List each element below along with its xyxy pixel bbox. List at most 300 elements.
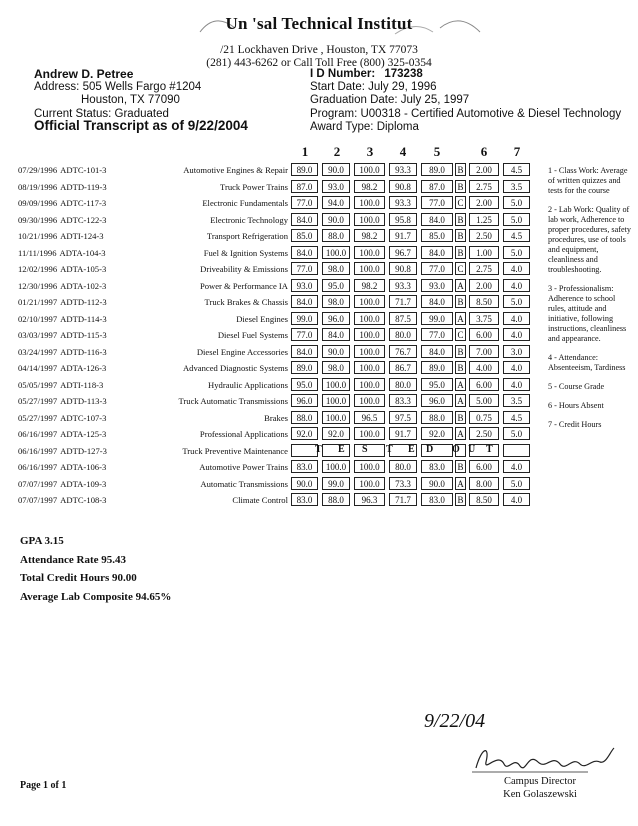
course-date-code xyxy=(18,413,106,423)
page-number: Page 1 of 1 xyxy=(20,780,67,791)
course-date-code xyxy=(18,314,107,324)
course-title: Truck Automatic Transmissions xyxy=(178,396,288,406)
graduation-date: Graduation Date: July 25, 1997 xyxy=(310,94,470,107)
id-number-line xyxy=(310,68,638,81)
course-title: Electronic Technology xyxy=(210,214,288,225)
lab-work-cell: 98.0 xyxy=(322,361,350,374)
course-code: ADTC-117-3 xyxy=(60,198,107,208)
class-work-cell: 99.0 xyxy=(291,312,318,325)
course-date-code xyxy=(18,479,106,489)
course-grade-cell: 95.0 xyxy=(421,378,453,391)
class-work-cell: 83.0 xyxy=(291,493,318,506)
course-row xyxy=(0,180,638,197)
letter-grade-cell: C xyxy=(455,262,466,275)
course-date-code xyxy=(18,248,106,258)
column-header-5: 5 xyxy=(433,144,441,159)
letter-grade-cell: B xyxy=(455,460,466,473)
tested-out-letter: S xyxy=(362,443,369,455)
tested-out-letter: E xyxy=(408,443,416,455)
course-grade-cell: 84.0 xyxy=(421,213,453,226)
attendance-cell: 93.3 xyxy=(389,163,417,176)
course-row xyxy=(0,361,638,378)
lab-work-cell: 96.0 xyxy=(322,312,350,325)
signature-title: Campus Director xyxy=(503,776,577,787)
letter-grade-cell: A xyxy=(455,378,466,391)
credit-hours-cell: 4.0 xyxy=(503,312,530,325)
lab-work-cell: 88.0 xyxy=(322,493,350,506)
total-credit-hours: Total Credit Hours 90.00 xyxy=(20,572,137,584)
tested-out-letter: T xyxy=(386,443,394,455)
course-title: Driveability & Emissions xyxy=(200,264,288,274)
lab-work-cell: 100.0 xyxy=(322,378,350,391)
lab-work-cell: 99.0 xyxy=(322,477,350,490)
course-code: ADTI-124-3 xyxy=(60,231,104,241)
letter-grade-cell: B xyxy=(455,361,466,374)
course-code: ADTA-102-3 xyxy=(60,280,107,291)
tested-out-letter: D xyxy=(426,443,434,455)
school-name: Un 'sal Technical Institut xyxy=(225,14,413,33)
course-date: 05/05/1997 xyxy=(18,379,58,390)
course-date-code xyxy=(18,347,107,357)
credit-hours-cell: 3.5 xyxy=(503,394,530,407)
course-date-code xyxy=(18,380,103,390)
course-row xyxy=(0,493,638,510)
lab-work-cell: 93.0 xyxy=(322,180,350,193)
hours-absent-cell: 2.75 xyxy=(469,180,499,193)
course-code: ADTC-101-3 xyxy=(60,165,107,175)
course-code: ADTI-118-3 xyxy=(60,379,104,390)
lab-work-cell: 94.0 xyxy=(322,196,350,209)
hours-absent-cell: 6.00 xyxy=(469,378,499,391)
class-work-cell: 85.0 xyxy=(291,229,318,242)
course-code: ADTD-127-3 xyxy=(60,445,107,456)
course-date-code xyxy=(18,182,107,192)
credit-hours-cell: 5.0 xyxy=(503,295,530,308)
lab-work-cell: 90.0 xyxy=(322,163,350,176)
course-title: Fuel & Ignition Systems xyxy=(203,247,288,258)
lab-work-cell: 100.0 xyxy=(322,394,350,407)
course-title: Automotive Engines & Repair xyxy=(183,165,288,175)
attendance-cell: 91.7 xyxy=(389,427,417,440)
column-header-1: 1 xyxy=(301,144,309,159)
professionalism-cell: 100.0 xyxy=(354,378,385,391)
course-title: Transport Refrigeration xyxy=(206,231,288,241)
course-title: Electronic Fundamentals xyxy=(202,198,288,208)
attendance-cell: 71.7 xyxy=(389,295,417,308)
course-date: 03/24/1997 xyxy=(18,346,58,357)
professionalism-cell: 100.0 xyxy=(354,213,385,226)
letter-grade-cell: B xyxy=(455,295,466,308)
column-header-2: 2 xyxy=(333,144,341,159)
course-grade-cell: 99.0 xyxy=(421,312,453,325)
class-work-cell: 92.0 xyxy=(291,427,318,440)
course-code: ADTA-106-3 xyxy=(60,462,107,472)
course-date: 07/29/1996 xyxy=(18,165,58,175)
attendance-rate: Attendance Rate 95.43 xyxy=(20,553,127,566)
course-grade-cell: 96.0 xyxy=(421,394,453,407)
professionalism-cell: 100.0 xyxy=(354,361,385,374)
course-code: ADTC-108-3 xyxy=(60,495,107,505)
course-date: 05/27/1997 xyxy=(18,396,58,406)
lab-work-cell: 95.0 xyxy=(322,279,350,292)
student-name: Andrew D. Petree xyxy=(34,67,134,81)
course-code: ADTA-125-3 xyxy=(60,429,107,439)
lab-work-cell: 84.0 xyxy=(322,328,350,341)
column-legend xyxy=(548,166,632,439)
lab-work-cell: 98.0 xyxy=(322,262,350,275)
class-work-cell: 77.0 xyxy=(291,262,318,275)
course-code: ADTA-109-3 xyxy=(60,478,107,489)
column-header-4: 4 xyxy=(399,144,407,159)
program-name: Program: U00318 - Certified Automotive & Diesel Technology xyxy=(310,107,622,120)
letter-grade-cell: C xyxy=(455,196,466,209)
course-code: ADTD-114-3 xyxy=(60,313,107,324)
professionalism-cell: 96.5 xyxy=(354,411,385,424)
hours-absent-cell: 2.50 xyxy=(469,427,499,440)
professionalism-cell: 100.0 xyxy=(354,345,385,358)
gpa: GPA 3.15 xyxy=(20,535,64,547)
professionalism-cell: 100.0 xyxy=(354,262,385,275)
lab-work-cell: 92.0 xyxy=(322,427,350,440)
class-work-cell: 87.0 xyxy=(291,180,318,193)
transcript-title: Official Transcript as of 9/22/2004 xyxy=(34,118,248,133)
course-date-code xyxy=(18,429,106,439)
class-work-cell: 96.0 xyxy=(291,394,318,407)
course-date-code xyxy=(18,363,106,373)
course-date-code xyxy=(18,165,106,175)
credit-hours-cell: 5.0 xyxy=(503,477,530,490)
class-work-cell: 84.0 xyxy=(291,246,318,259)
course-date: 02/10/1997 xyxy=(18,313,58,324)
average-lab-composite: Average Lab Composite 94.65% xyxy=(20,590,172,603)
course-grade-cell: 90.0 xyxy=(421,477,453,490)
credit-hours-cell: 4.0 xyxy=(503,378,530,391)
course-date: 03/03/1997 xyxy=(18,330,58,340)
course-date: 11/11/1996 xyxy=(18,247,57,258)
class-work-cell: 89.0 xyxy=(291,361,318,374)
letter-grade-cell: A xyxy=(455,477,466,490)
professionalism-cell: 98.2 xyxy=(354,229,385,242)
attendance-cell: 90.8 xyxy=(389,180,417,193)
course-row xyxy=(0,163,638,180)
course-code: ADTC-122-3 xyxy=(60,214,107,225)
letter-grade-cell: A xyxy=(455,394,466,407)
course-title: Hydraulic Applications xyxy=(208,379,288,390)
course-grade-cell: 84.0 xyxy=(421,345,453,358)
course-grade-cell: 77.0 xyxy=(421,196,453,209)
course-title: Professional Applications xyxy=(199,429,288,439)
professionalism-cell: 100.0 xyxy=(354,196,385,209)
course-code: ADTC-107-3 xyxy=(60,412,107,423)
professionalism-cell: 100.0 xyxy=(354,328,385,341)
student-status: Current Status: Graduated xyxy=(34,107,169,120)
credit-hours-cell: 4.0 xyxy=(503,460,530,473)
course-date-code xyxy=(18,198,106,208)
signature-name: Ken Golaszewski xyxy=(503,789,577,800)
course-row xyxy=(0,345,638,362)
professionalism-cell: 100.0 xyxy=(354,477,385,490)
course-date-code xyxy=(18,396,107,406)
class-work-cell: 77.0 xyxy=(291,328,318,341)
course-row xyxy=(0,213,638,230)
school-address: /21 Lockhaven Drive , Houston, TX 77073 xyxy=(220,44,418,56)
legend-item: 1 - Class Work: Average of written quizzes and tests for the course xyxy=(548,166,628,195)
course-date: 12/02/1996 xyxy=(18,264,58,274)
course-row xyxy=(0,196,638,213)
course-row xyxy=(0,444,638,461)
tested-out-letter: T xyxy=(486,443,494,455)
legend-item: 6 - Hours Absent xyxy=(548,401,604,410)
course-code: ADTA-105-3 xyxy=(60,264,107,274)
course-title: Truck Preventive Maintenance xyxy=(182,445,288,456)
letter-grade-cell: B xyxy=(455,345,466,358)
hours-absent-cell: 1.00 xyxy=(469,246,499,259)
course-date-code xyxy=(18,215,106,225)
attendance-cell: 97.5 xyxy=(389,411,417,424)
course-date-code xyxy=(18,231,104,241)
course-code: ADTD-112-3 xyxy=(60,297,107,307)
course-grade-cell: 85.0 xyxy=(421,229,453,242)
lab-work-cell: 100.0 xyxy=(322,411,350,424)
column-header-3: 3 xyxy=(366,144,374,159)
lab-work-cell: 100.0 xyxy=(322,460,350,473)
hours-absent-cell: 2.50 xyxy=(469,229,499,242)
legend-item: 7 - Credit Hours xyxy=(548,420,602,429)
attendance-cell: 93.3 xyxy=(389,196,417,209)
empty-cell xyxy=(291,444,318,457)
professionalism-cell: 100.0 xyxy=(354,312,385,325)
legend-item: 2 - Lab Work: Quality of lab work, Adherence to proper procedures, safety procedures, use of tools and equipment, cleanliness and troubleshooting. xyxy=(548,205,631,274)
credit-hours-cell: 5.0 xyxy=(503,196,530,209)
course-title: Automotive Power Trains xyxy=(199,462,288,472)
course-date-code xyxy=(18,264,106,274)
course-date: 09/30/1996 xyxy=(18,214,58,225)
course-row xyxy=(0,328,638,345)
course-title: Brakes xyxy=(264,412,288,423)
professionalism-cell: 100.0 xyxy=(354,295,385,308)
lab-work-cell: 90.0 xyxy=(322,345,350,358)
course-title: Truck Brakes & Chassis xyxy=(204,297,288,307)
course-title: Power & Performance IA xyxy=(199,280,288,291)
professionalism-cell: 100.0 xyxy=(354,427,385,440)
letter-grade-cell: A xyxy=(455,279,466,292)
lab-work-cell: 90.0 xyxy=(322,213,350,226)
course-date: 05/27/1997 xyxy=(18,412,58,423)
course-title: Truck Power Trains xyxy=(220,181,288,192)
professionalism-cell: 100.0 xyxy=(354,246,385,259)
attendance-cell: 96.7 xyxy=(389,246,417,259)
handwritten-date: 9/22/04 xyxy=(424,710,486,732)
legend-item: 4 - Attendance: Absenteeism, Tardiness xyxy=(548,353,626,372)
course-row xyxy=(0,411,638,428)
credit-hours-cell: 4.5 xyxy=(503,411,530,424)
start-date: Start Date: July 29, 1996 xyxy=(310,81,437,94)
hours-absent-cell: 2.75 xyxy=(469,262,499,275)
legend-item: 3 - Professionalism: Adherence to school rules, attitude and initiative, following instructions, cleanliness and appearance. xyxy=(548,284,627,343)
letter-grade-cell: B xyxy=(455,213,466,226)
signature xyxy=(468,742,618,778)
legend-item: 5 - Course Grade xyxy=(548,382,605,391)
credit-hours-cell: 4.0 xyxy=(503,361,530,374)
hours-absent-cell: 8.50 xyxy=(469,493,499,506)
course-row xyxy=(0,262,638,279)
course-grade-cell: 84.0 xyxy=(421,246,453,259)
course-date-code xyxy=(18,462,106,472)
course-code: ADTD-113-3 xyxy=(60,396,107,406)
course-row xyxy=(0,394,638,411)
lab-work-cell: 100.0 xyxy=(322,246,350,259)
program-info xyxy=(310,68,638,134)
hours-absent-cell: 2.00 xyxy=(469,196,499,209)
course-code: ADTD-115-3 xyxy=(60,330,107,340)
course-date-code xyxy=(18,330,107,340)
course-row xyxy=(0,312,638,329)
hours-absent-cell: 2.00 xyxy=(469,279,499,292)
course-grade-cell: 87.0 xyxy=(421,180,453,193)
course-title: Climate Control xyxy=(232,495,288,505)
class-work-cell: 93.0 xyxy=(291,279,318,292)
letter-grade-cell: B xyxy=(455,180,466,193)
attendance-cell: 86.7 xyxy=(389,361,417,374)
id-number-value: 173238 xyxy=(384,68,423,80)
credit-hours-cell: 5.0 xyxy=(503,427,530,440)
credit-hours-cell: 4.0 xyxy=(503,328,530,341)
class-work-cell: 89.0 xyxy=(291,163,318,176)
class-work-cell: 84.0 xyxy=(291,213,318,226)
column-header-7: 7 xyxy=(513,144,521,159)
class-work-cell: 84.0 xyxy=(291,345,318,358)
course-date-code xyxy=(18,446,107,456)
professionalism-cell: 96.3 xyxy=(354,493,385,506)
credit-hours-cell: 4.0 xyxy=(503,493,530,506)
letter-grade-cell: B xyxy=(455,246,466,259)
letter-grade-cell: A xyxy=(455,427,466,440)
hours-absent-cell: 4.00 xyxy=(469,361,499,374)
course-date: 08/19/1996 xyxy=(18,181,58,192)
course-row xyxy=(0,246,638,263)
hours-absent-cell: 5.00 xyxy=(469,394,499,407)
transcript-summary xyxy=(20,532,171,606)
empty-cell xyxy=(322,444,350,457)
course-date: 09/09/1996 xyxy=(18,198,58,208)
tested-out-letter: E xyxy=(338,443,346,455)
course-code: ADTD-116-3 xyxy=(60,346,107,357)
attendance-cell: 95.8 xyxy=(389,213,417,226)
professionalism-cell: 100.0 xyxy=(354,394,385,407)
attendance-cell: 91.7 xyxy=(389,229,417,242)
course-row xyxy=(0,477,638,494)
course-code: ADTA-126-3 xyxy=(60,363,107,373)
hours-absent-cell: 7.00 xyxy=(469,345,499,358)
school-phone: (281) 443-6262 or Call Toll Free (800) 325-0354 xyxy=(206,57,432,69)
course-date: 06/16/1997 xyxy=(18,462,58,472)
course-title: Diesel Engines xyxy=(236,313,288,324)
hours-absent-cell: 3.75 xyxy=(469,312,499,325)
tested-out-letter: U xyxy=(468,443,476,455)
credit-hours-cell: 3.0 xyxy=(503,345,530,358)
course-code: ADTD-119-3 xyxy=(60,181,107,192)
credit-hours-cell: 4.0 xyxy=(503,279,530,292)
course-grade-cell: 92.0 xyxy=(421,427,453,440)
attendance-cell: 76.7 xyxy=(389,345,417,358)
course-row xyxy=(0,378,638,395)
course-code: ADTA-104-3 xyxy=(59,247,106,258)
course-title: Automatic Transmissions xyxy=(200,478,288,489)
course-title: Diesel Fuel Systems xyxy=(217,330,288,340)
course-date: 06/16/1997 xyxy=(18,445,58,456)
attendance-cell: 93.3 xyxy=(389,279,417,292)
course-date: 01/21/1997 xyxy=(18,297,58,307)
tested-out-letter: O xyxy=(452,443,461,455)
award-type: Award Type: Diploma xyxy=(310,120,419,133)
course-grade-cell: 77.0 xyxy=(421,328,453,341)
class-work-cell: 95.0 xyxy=(291,378,318,391)
professionalism-cell: 100.0 xyxy=(354,460,385,473)
empty-cell xyxy=(354,444,385,457)
course-row xyxy=(0,295,638,312)
credit-hours-cell: 5.0 xyxy=(503,213,530,226)
course-date-code xyxy=(18,297,107,307)
class-work-cell: 83.0 xyxy=(291,460,318,473)
professionalism-cell: 98.2 xyxy=(354,180,385,193)
letter-grade-cell: B xyxy=(455,411,466,424)
letter-grade-cell: B xyxy=(455,493,466,506)
course-grade-cell: 88.0 xyxy=(421,411,453,424)
empty-cell xyxy=(503,444,530,457)
course-date-code xyxy=(18,495,106,505)
attendance-cell: 80.0 xyxy=(389,460,417,473)
hours-absent-cell: 8.00 xyxy=(469,477,499,490)
letter-grade-cell: A xyxy=(455,312,466,325)
class-work-cell: 77.0 xyxy=(291,196,318,209)
hours-absent-cell: 2.00 xyxy=(469,163,499,176)
letter-grade-cell: C xyxy=(455,328,466,341)
attendance-cell: 90.8 xyxy=(389,262,417,275)
tested-out-letter: T xyxy=(315,443,323,455)
letter-grade-cell: B xyxy=(455,163,466,176)
course-grade-cell: 83.0 xyxy=(421,460,453,473)
column-header-6: 6 xyxy=(480,144,488,159)
lab-work-cell: 88.0 xyxy=(322,229,350,242)
hours-absent-cell: 8.50 xyxy=(469,295,499,308)
hours-absent-cell: 6.00 xyxy=(469,460,499,473)
attendance-cell: 80.0 xyxy=(389,378,417,391)
course-date: 06/16/1997 xyxy=(18,429,58,439)
course-row xyxy=(0,279,638,296)
credit-hours-cell: 3.5 xyxy=(503,180,530,193)
course-date: 07/07/1997 xyxy=(18,478,58,489)
course-date: 10/21/1996 xyxy=(18,231,58,241)
course-date: 07/07/1997 xyxy=(18,495,58,505)
attendance-cell: 83.3 xyxy=(389,394,417,407)
credit-hours-cell: 4.5 xyxy=(503,229,530,242)
course-grade-cell: 84.0 xyxy=(421,295,453,308)
course-row xyxy=(0,427,638,444)
course-date: 12/30/1996 xyxy=(18,280,58,291)
hours-absent-cell: 6.00 xyxy=(469,328,499,341)
credit-hours-cell: 4.5 xyxy=(503,163,530,176)
student-info xyxy=(34,68,304,121)
course-grade-cell: 93.0 xyxy=(421,279,453,292)
attendance-cell: 73.3 xyxy=(389,477,417,490)
professionalism-cell: 100.0 xyxy=(354,163,385,176)
student-address-line1: Address: 505 Wells Fargo #1204 xyxy=(34,81,202,94)
hours-absent-cell: 0.75 xyxy=(469,411,499,424)
course-grade-cell: 77.0 xyxy=(421,262,453,275)
class-work-cell: 90.0 xyxy=(291,477,318,490)
course-row xyxy=(0,229,638,246)
course-grade-cell: 83.0 xyxy=(421,493,453,506)
